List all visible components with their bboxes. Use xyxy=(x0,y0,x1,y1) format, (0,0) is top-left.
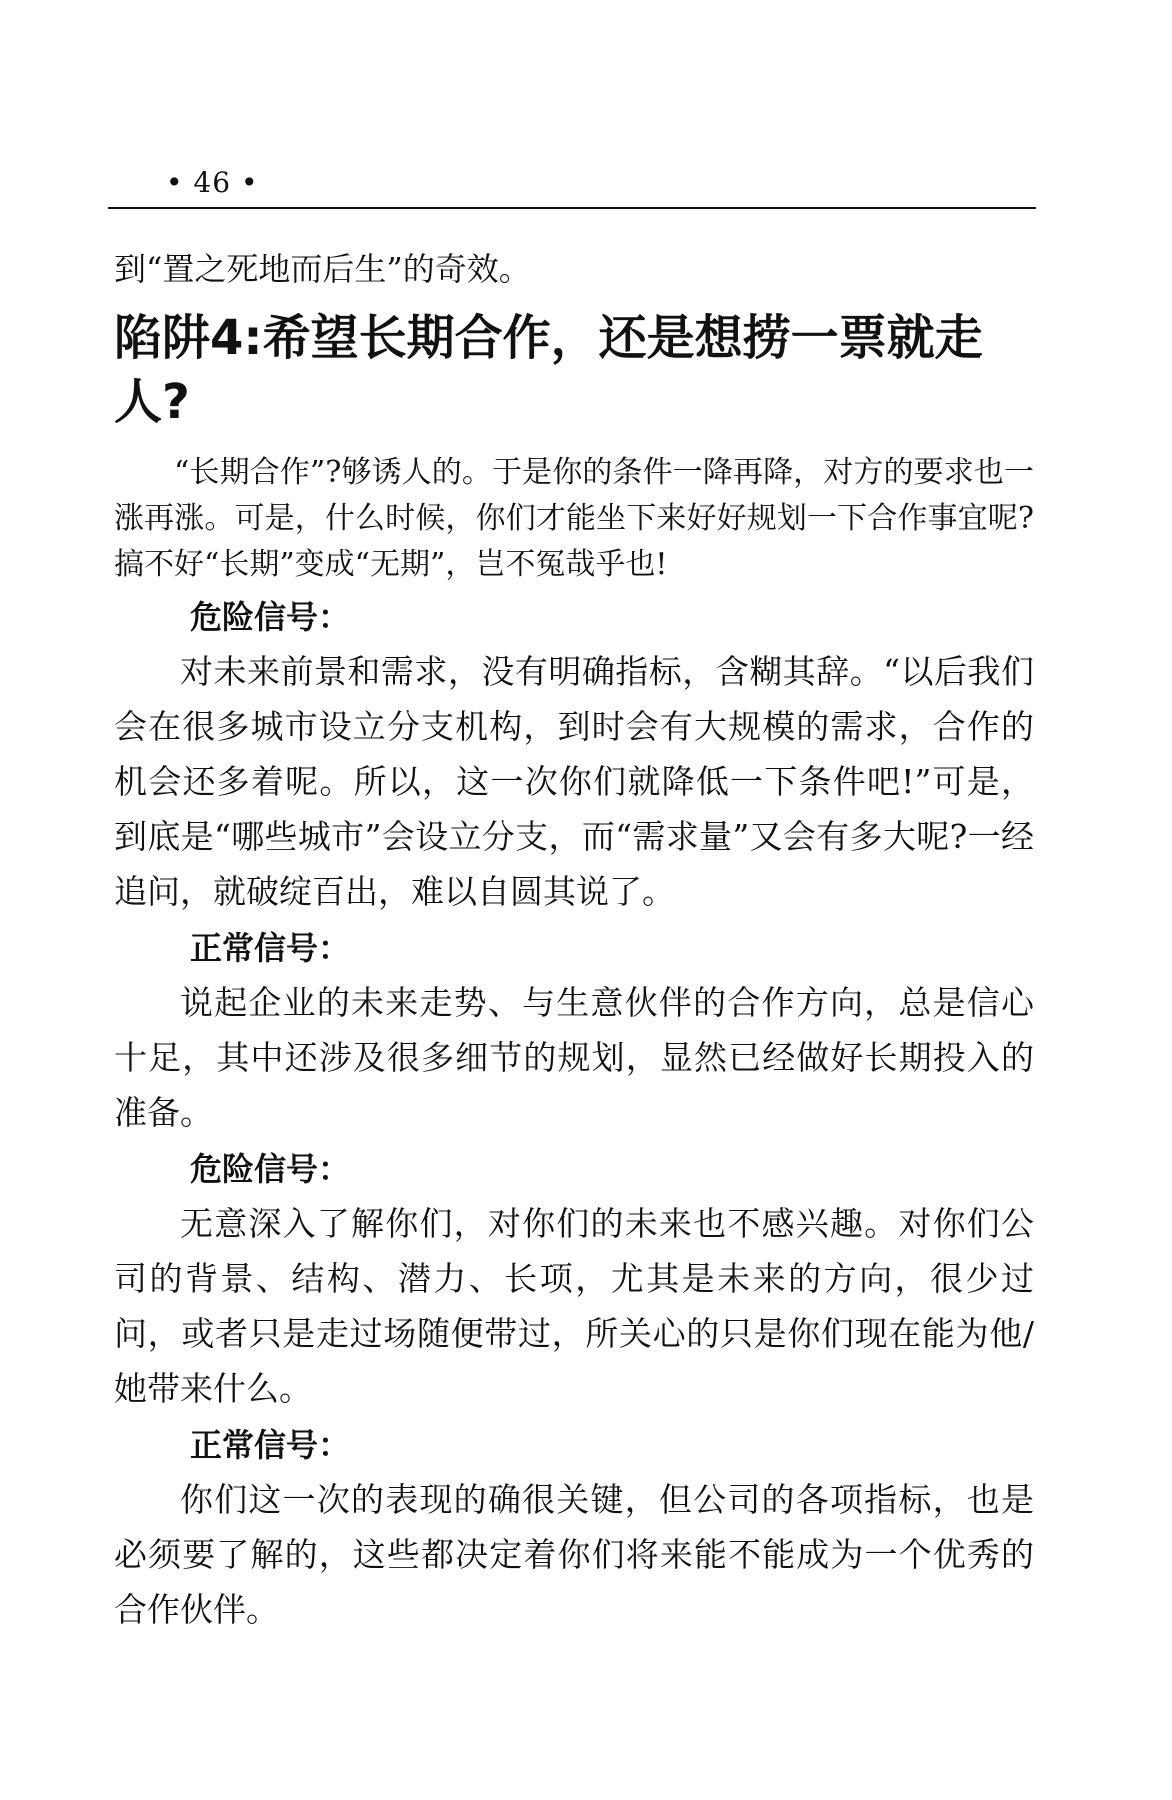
signal-label: 正常信号： xyxy=(190,929,351,967)
page-content xyxy=(114,246,1034,1637)
signal-section xyxy=(114,1420,1034,1637)
intro-paragraph: “长期合作”?够诱人的。于是你的条件一降再降，对方的要求也一涨再涨。可是，什么时候，你们才能坐下来好好规划一下合作事宜呢?搞不好“长期”变成“无期”，岂不冤哉乎也! xyxy=(114,455,1034,582)
signal-text: 无意深入了解你们，对你们的未来也不感兴趣。对你们公司的背景、结构、潜力、长项，尤其是未来的方向，很少过问，或者只是走过场随便带过，所关心的只是你们现在能为他/她带来什么。 xyxy=(114,1204,1034,1408)
signal-text: 对未来前景和需求，没有明确指标，含糊其辞。“以后我们会在很多城市设立分支机构，到时会有大规模的需求，合作的机会还多着呢。所以，这一次你们就降低一下条件吧!”可是，到底是“哪些城市”会设立分支，而“需求量”又会有多大呢?一经追问，就破绽百出，难以自圆其说了。 xyxy=(114,652,1034,911)
signal-section xyxy=(114,1144,1034,1416)
signal-text: 说起企业的未来走势、与生意伙伴的合作方向，总是信心十足，其中还涉及很多细节的规划，显然已经做好长期投入的准备。 xyxy=(114,983,1034,1132)
page-header xyxy=(108,160,1036,210)
signal-label: 危险信号： xyxy=(190,598,351,636)
signal-section xyxy=(114,592,1034,919)
signal-label: 危险信号： xyxy=(190,1150,351,1188)
header-rule xyxy=(108,207,1036,209)
signal-section xyxy=(114,923,1034,1140)
lead-line: 到“置之死地而后生”的奇效。 xyxy=(114,250,531,288)
signal-label: 正常信号： xyxy=(190,1426,351,1464)
page-number: • 46 • xyxy=(166,166,259,199)
section-title: 陷阱4:希望长期合作，还是想捞一票就走人? xyxy=(114,310,983,430)
signal-text: 你们这一次的表现的确很关键，但公司的各项指标，也是必须要了解的，这些都决定着你们将来能不能成为一个优秀的合作伙伴。 xyxy=(114,1480,1034,1629)
